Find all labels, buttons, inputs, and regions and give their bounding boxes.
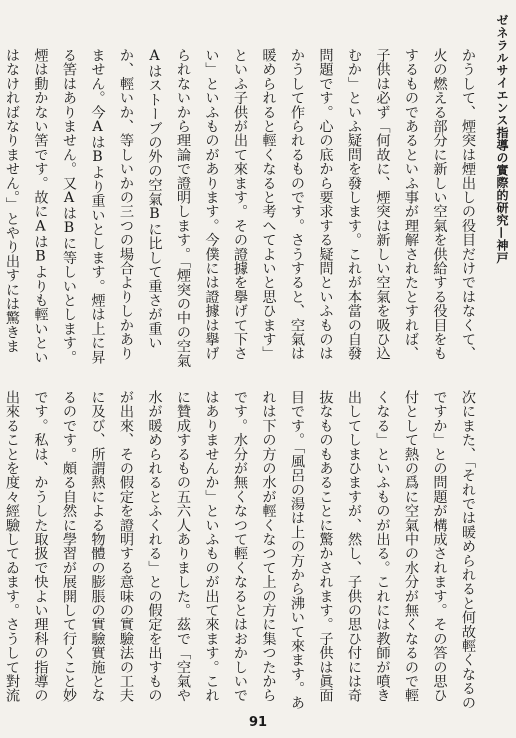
body-paragraph-bottom: 次にまた、「それでは暖められると何故輕くなるのですか」との問題が構成されます。その答の思ひ付として熱の爲に空氣中の水分が無くなるので輕くなる」といふものが出る。これには教師が噴き出してしまひますが、然し、子供の思ひ付には奇抜なものもあることに驚かされます。子供は眞面目です。「風呂の湯は上の方から沸いて來ます。あれは下の方の水が輕くなつて上の方に集つたからです。水分が無くなつて輕くなるとはおかしいではありませんか」といふものが出て來ます。これに贊成するもの五六人ありました。茲で「空氣や水が暖められるとふくれる」との假定を出すものが出來、その假定を證明する意味の實驗法の工夫に及び、所謂熱による物體の膨脹の實驗實施となるのです。頗る自然に學習が展開して行くこと妙です。私は、かうした取扱で快よい理科の指導の出來ることを度々經驗してゐます。さうして對流 (4, 390, 476, 710)
page-number: 91 (248, 715, 268, 730)
text-column-top (4, 48, 482, 371)
running-header: ゼネラルサイエンス指導の實際的研究—神戸 (495, 14, 509, 264)
body-paragraph-top: かうして、煙突は煙出しの役目だけではなくて、火の燃える部分に新しい空氣を供給する役目をもするものであるといふ事が理解されたとすれば、子供は必ず「何故に、煙突は新しい空氣を吸ひ込むか」といふ疑問を發します。これが本當の自發問題です。心の底から要求する疑問といふものはかうして作られるものです。さうすると、空氣は暖められると輕くなると考へてよいと思ひます」といふ子供が出て來ます。その證據を擧げて下さい」といふものがあります。今僕には證據は擧げられないから理論で證明します。「煙突の中の空氣Aはストーブの外の空氣Bに比して重さが重いか、輕いか、等しいかの三つの場合よりしかありません。今AはBより重いとします。煙は上に昇る筈はありません。又AはBに等しいとします。煙は動かない筈です。故にAはBよりも輕いといはなければなりません。」とやり出すには驚きま (4, 48, 476, 368)
text-column-bottom (4, 390, 482, 712)
